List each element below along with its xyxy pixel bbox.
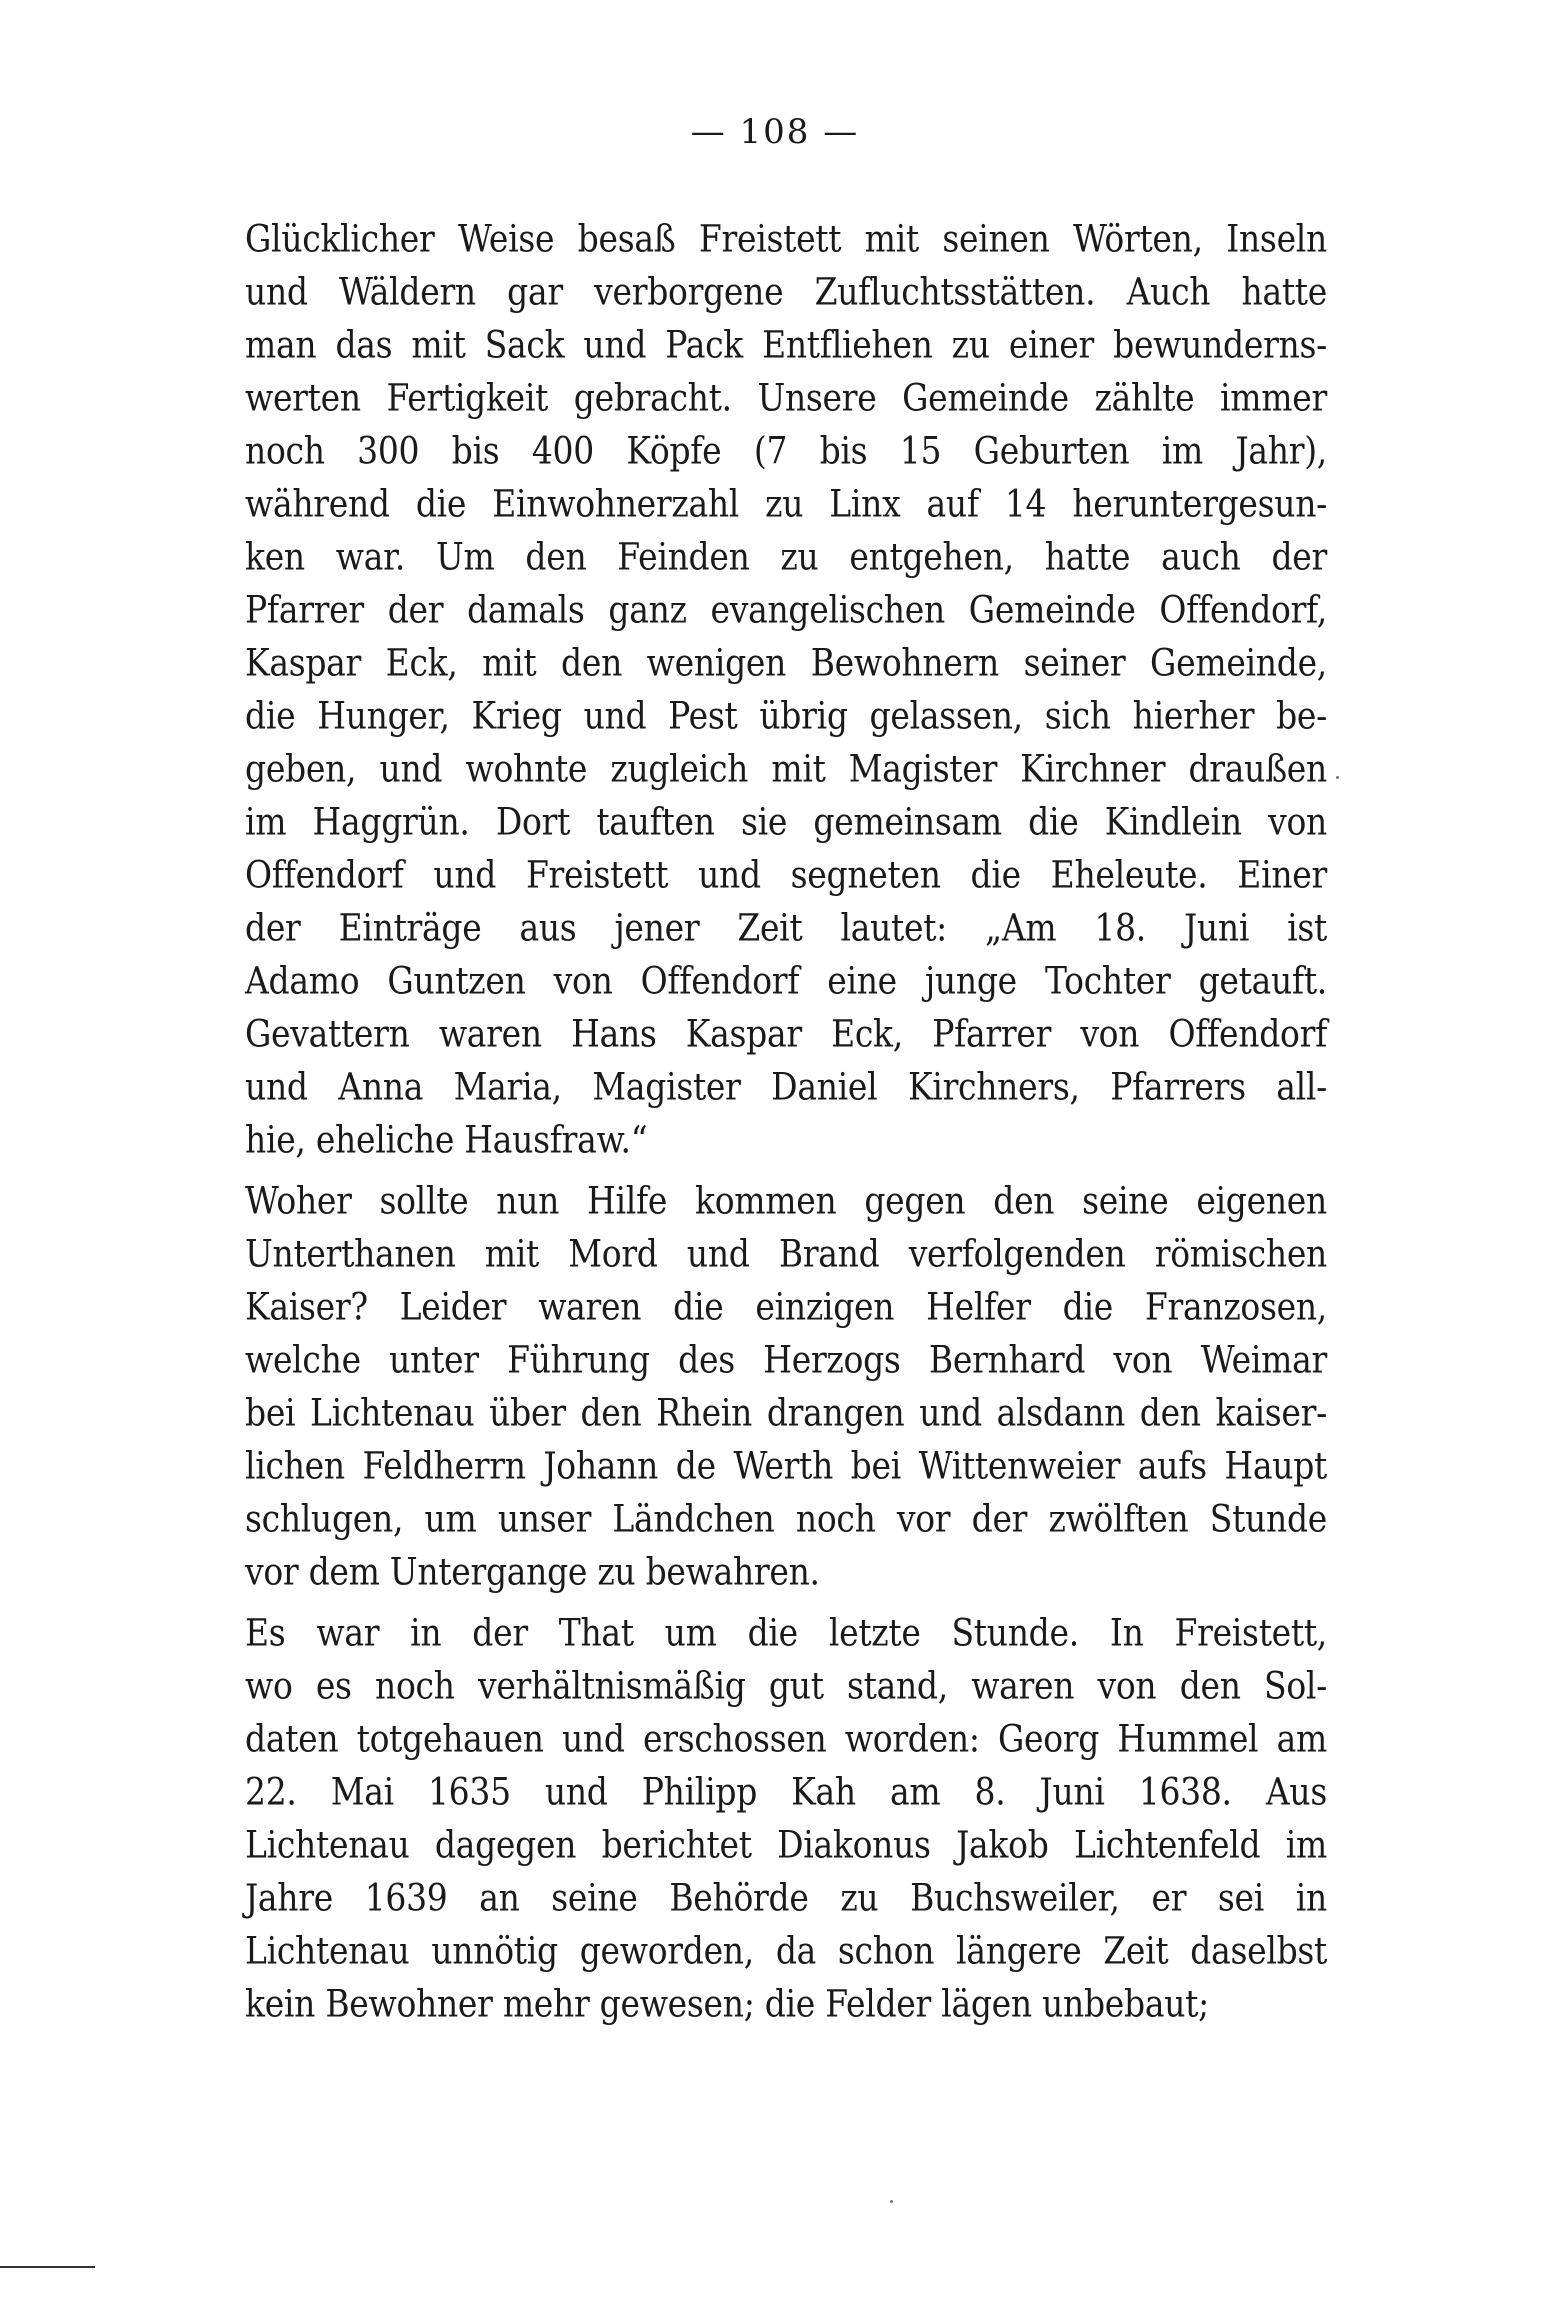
text-line: und Wäldern gar verborgene Zufluchtsstätten. Auch hatte — [245, 269, 1327, 314]
text-line: lichen Feldherrn Johann de Werth bei Wittenweier aufs Haupt — [245, 1443, 1327, 1488]
text-line: Es war in der That um die letzte Stunde. In Freistett, — [245, 1610, 1327, 1655]
text-line: während die Einwohnerzahl zu Linx auf 14 heruntergesun- — [245, 481, 1327, 526]
margin-rule — [0, 2266, 95, 2268]
text-line: Lichtenau dagegen berichtet Diakonus Jakob Lichtenfeld im — [245, 1822, 1327, 1867]
text-line: werten Fertigkeit gebracht. Unsere Gemeinde zählte immer — [245, 375, 1327, 420]
text-line: hie, eheliche Hausfraw.“ — [245, 1117, 648, 1162]
text-line: Offendorf und Freistett und segneten die Eheleute. Einer — [245, 852, 1327, 897]
text-line: man das mit Sack und Pack Entfliehen zu einer bewunderns- — [245, 322, 1327, 367]
text-line: geben, und wohnte zugleich mit Magister Kirchner draußen — [245, 746, 1327, 791]
scan-speck — [890, 2200, 893, 2203]
text-line: noch 300 bis 400 Köpfe (7 bis 15 Geburten im Jahr), — [245, 428, 1327, 473]
text-line: Kaiser? Leider waren die einzigen Helfer die Franzosen, — [245, 1284, 1327, 1329]
text-line: welche unter Führung des Herzogs Bernhard von Weimar — [245, 1337, 1327, 1382]
text-line: bei Lichtenau über den Rhein drangen und alsdann den kaiser- — [245, 1390, 1327, 1435]
text-line: 22. Mai 1635 und Philipp Kah am 8. Juni 1638. Aus — [245, 1769, 1327, 1814]
text-line: daten totgehauen und erschossen worden: Georg Hummel am — [245, 1716, 1327, 1761]
text-line: Unterthanen mit Mord und Brand verfolgenden römischen — [245, 1231, 1327, 1276]
paragraph — [245, 1174, 1327, 1598]
scan-speck — [1336, 776, 1339, 779]
text-line: ken war. Um den Feinden zu entgehen, hatte auch der — [245, 534, 1327, 579]
text-line: der Einträge aus jener Zeit lautet: „Am 18. Juni ist — [245, 905, 1327, 950]
paragraph — [245, 1606, 1327, 2030]
text-line: schlugen, um unser Ländchen noch vor der zwölften Stunde — [245, 1496, 1327, 1541]
text-line: die Hunger, Krieg und Pest übrig gelassen, sich hierher be- — [245, 693, 1327, 738]
text-line: Pfarrer der damals ganz evangelischen Gemeinde Offendorf, — [245, 587, 1327, 632]
text-line: Jahre 1639 an seine Behörde zu Buchsweiler, er sei in — [245, 1875, 1327, 1920]
text-line: Adamo Guntzen von Offendorf eine junge Tochter getauft. — [245, 958, 1327, 1003]
text-line: im Haggrün. Dort tauften sie gemeinsam die Kindlein von — [245, 799, 1327, 844]
text-line: Lichtenau unnötig geworden, da schon längere Zeit daselbst — [245, 1928, 1327, 1973]
text-line: Woher sollte nun Hilfe kommen gegen den seine eigenen — [245, 1178, 1327, 1223]
text-line: Glücklicher Weise besaß Freistett mit seinen Wörten, Inseln — [245, 216, 1327, 261]
text-line: kein Bewohner mehr gewesen; die Felder lägen unbebaut; — [245, 1981, 1209, 2026]
text-line: wo es noch verhältnismäßig gut stand, waren von den Sol- — [245, 1663, 1327, 1708]
text-line: Kaspar Eck, mit den wenigen Bewohnern seiner Gemeinde, — [245, 640, 1327, 685]
text-line: Gevattern waren Hans Kaspar Eck, Pfarrer von Offendorf — [245, 1011, 1327, 1056]
text-line: und Anna Maria, Magister Daniel Kirchners, Pfarrers all- — [245, 1064, 1327, 1109]
body-text — [245, 212, 1327, 2030]
page-number: — 108 — — [690, 112, 860, 152]
text-line: vor dem Untergange zu bewahren. — [245, 1549, 820, 1594]
paragraph — [245, 212, 1327, 1166]
